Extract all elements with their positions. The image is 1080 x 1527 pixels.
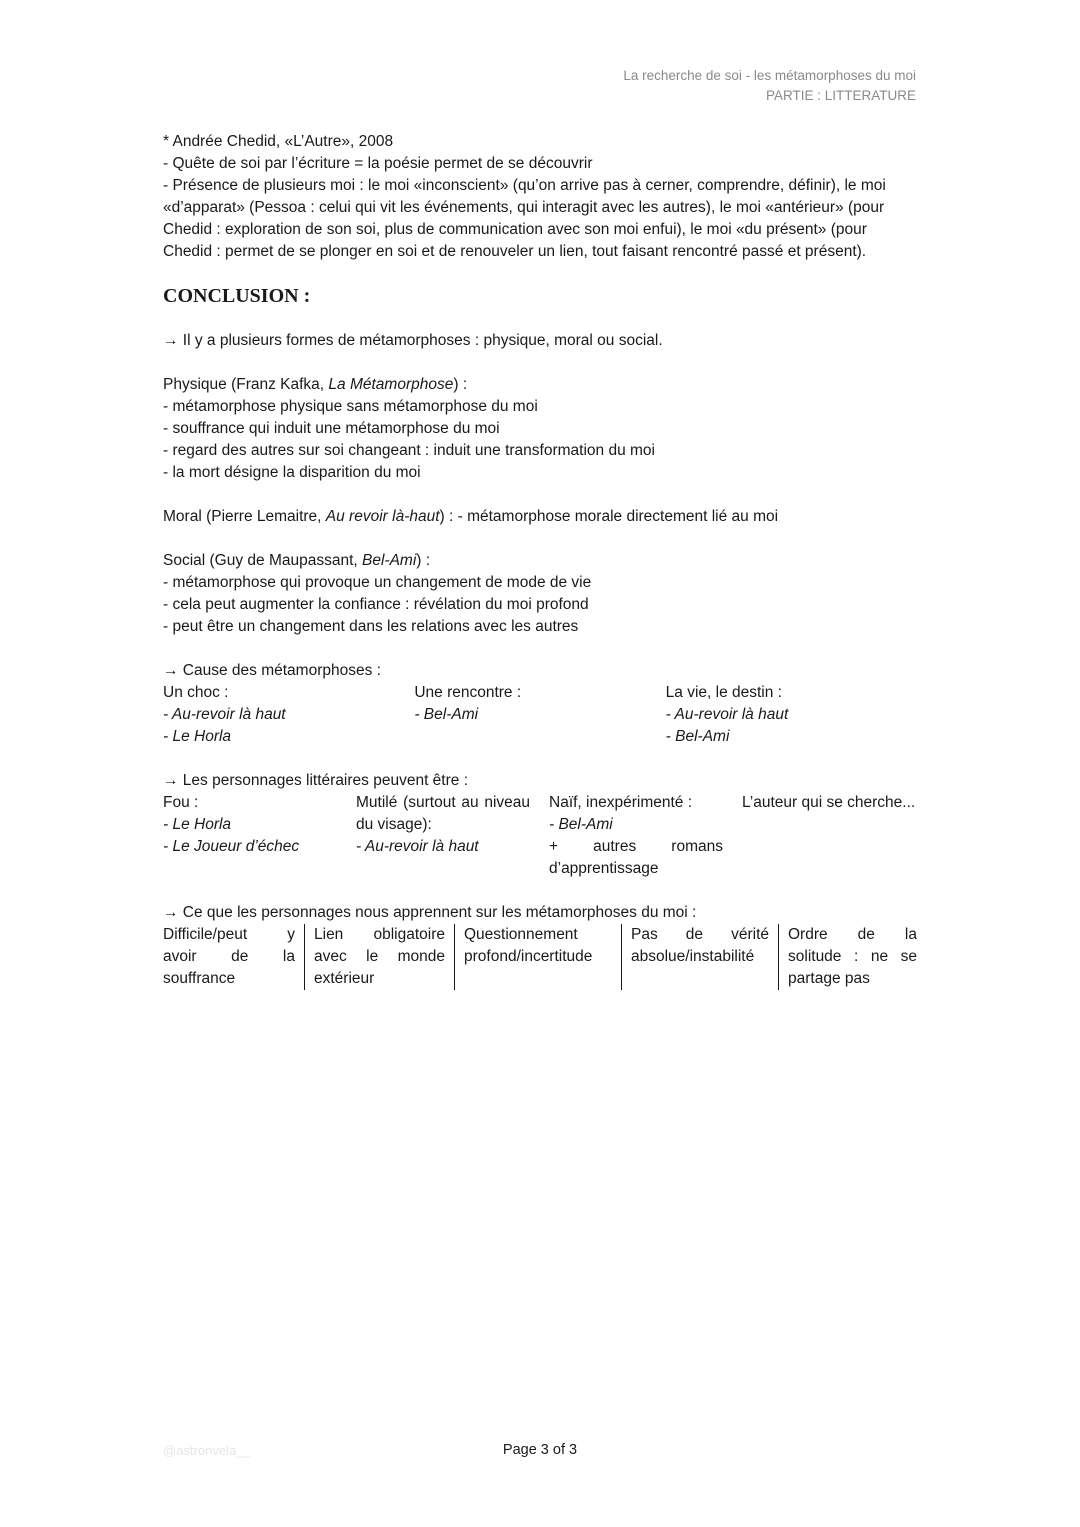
- physique-section: [163, 374, 917, 484]
- table-cell: Lien obligatoire avec le monde extérieur: [304, 924, 454, 990]
- personnage-column: L’auteur qui se cherche...: [742, 794, 916, 811]
- list-item: - peut être un changement dans les relations avec les autres: [163, 618, 579, 635]
- list-item: - la mort désigne la disparition du moi: [163, 464, 421, 481]
- list-item: - cela peut augmenter la confiance : révélation du moi profond: [163, 596, 589, 613]
- chedid-title: * Andrée Chedid, «L’Autre», 2008: [163, 133, 394, 150]
- arrow-icon: →: [163, 332, 179, 349]
- personnage-column: Mutilé (surtout au niveau du visage): - Au-revoir là haut: [356, 794, 530, 855]
- conclusion-heading: CONCLUSION :: [163, 285, 311, 307]
- table-cell: Pas de vérité absolue/instabilité: [621, 924, 778, 990]
- chedid-paragraph: - Présence de plusieurs moi : le moi «inconscient» (qu’on arrive pas à cerner, comprendre, définir), le moi «d’apparat» (Pessoa : celui qui vit les événements, qui interagit avec les autres), le moi «antérieur» (pour Chedid : exploration de son soi, plus de communication avec son moi enfui), le moi «du présent» (pour Chedid : permet de se plonger en soi et de renouveler un lien, tout faisant rencontré passé et présent).: [163, 177, 886, 260]
- personnages-title: → Les personnages littéraires peuvent être :: [163, 772, 469, 789]
- table-cell: Questionnement profond/incertitude: [454, 924, 621, 990]
- list-item: - métamorphose qui provoque un changement de mode de vie: [163, 574, 592, 591]
- chedid-line: - Quête de soi par l’écriture = la poésie permet de se découvrir: [163, 155, 593, 172]
- apprennent-section: [163, 902, 917, 990]
- header-title: La recherche de soi - les métamorphoses du moi: [623, 68, 916, 83]
- header-section: PARTIE : LITTERATURE: [765, 88, 916, 103]
- page-header: [623, 66, 916, 106]
- personnages-section: [163, 770, 917, 880]
- list-item: - souffrance qui induit une métamorphose du moi: [163, 420, 500, 437]
- cause-column: Une rencontre : - Bel-Ami: [414, 684, 522, 723]
- table-cell: Ordre de la solitude : ne se partage pas: [778, 924, 917, 990]
- personnage-column: Fou : - Le Horla - Le Joueur d’échec: [163, 794, 300, 855]
- page-content: [163, 131, 917, 990]
- apprennent-title: → Ce que les personnages nous apprennent sur les métamorphoses du moi :: [163, 904, 697, 921]
- list-item: - métamorphose physique sans métamorphose du moi: [163, 398, 538, 415]
- social-label: Social (Guy de Maupassant, Bel-Ami) :: [163, 552, 431, 569]
- moral-section: Moral (Pierre Lemaitre, Au revoir là-haut) : - métamorphose morale directement lié au moi: [163, 508, 779, 525]
- causes-title: → Cause des métamorphoses :: [163, 662, 381, 679]
- personnage-column: Naïf, inexpérimenté : - Bel-Ami + autres romans d’apprentissage: [549, 794, 723, 877]
- watermark: @astronvela__: [163, 1443, 251, 1458]
- list-item: - regard des autres sur soi changeant : induit une transformation du moi: [163, 442, 655, 459]
- cause-column: Un choc : - Au-revoir là haut - Le Horla: [163, 684, 286, 745]
- conclusion-intro: → Il y a plusieurs formes de métamorphoses : physique, moral ou social.: [163, 332, 663, 349]
- cause-column: La vie, le destin : - Au-revoir là haut - Bel-Ami: [665, 684, 789, 745]
- table-cell: Difficile/peut y avoir de la souffrance: [163, 926, 295, 987]
- page-number: Page 3 of 3: [502, 1442, 578, 1458]
- physique-label: Physique (Franz Kafka, La Métamorphose) :: [163, 376, 468, 393]
- causes-section: [163, 660, 917, 748]
- social-section: [163, 550, 917, 638]
